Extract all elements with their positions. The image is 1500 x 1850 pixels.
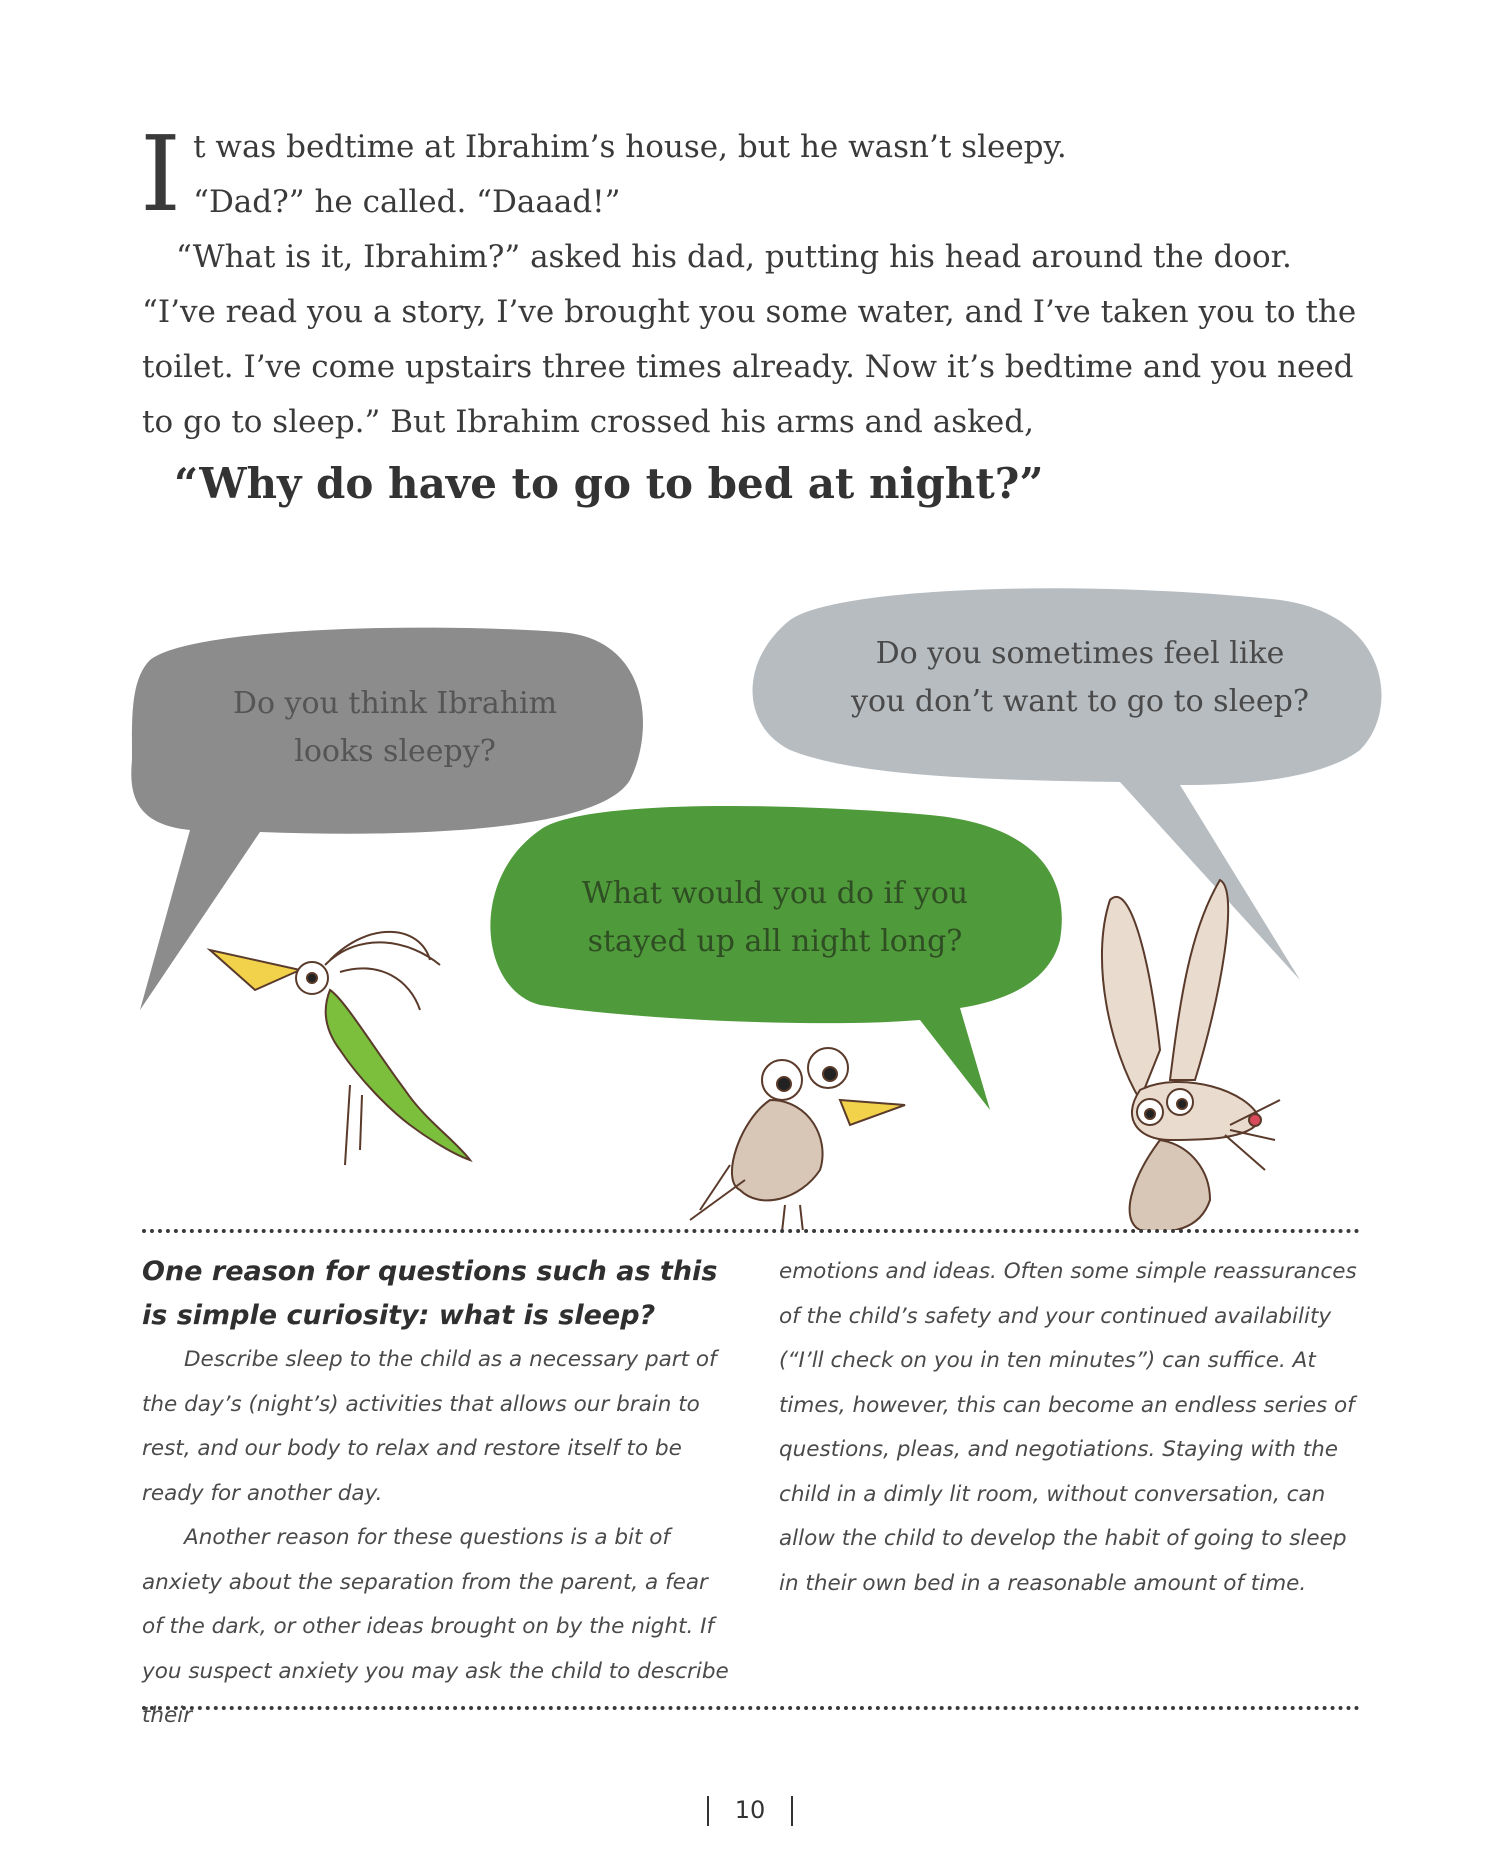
left-bubble-line-2: looks sleepy? [294,734,496,769]
drop-cap: I [140,113,182,235]
story-question: “Why do have to go to bed at night?” [174,459,1044,508]
notes-heading-line-1: One reason for questions such as this [142,1256,718,1287]
left-bubble-text [175,680,615,776]
notes-right-column [779,1250,1369,1606]
brown-bird-illustration [690,1048,905,1230]
notes-left-paragraph-2: Another reason for these questions is a bit of anxiety about the separation from the parent, a fear of the dark, or other ideas brought on by the night. If you suspect anxiety you may ask the child to describe their [142,1525,729,1728]
story-text [140,113,1372,514]
center-bubble-line-2: stayed up all night long? [587,924,963,959]
left-bubble-line-1: Do you think Ibrahim [232,686,558,721]
notes-left-paragraph-1: Describe sleep to the child as a necessary part of the day’s (night’s) activities that allows our brain to rest, and our body to relax and restore itself to be ready for another day. [142,1347,717,1506]
story-opening [140,113,1372,235]
page-number-value: 10 [734,1796,766,1824]
page-number-left-bar [707,1796,709,1826]
notes-heading-line-2: is simple curiosity: what is sleep? [142,1300,656,1331]
notes-left-column [142,1250,732,1739]
center-bubble-line-1: What would you do if you [581,876,969,911]
right-bubble-text [810,630,1350,726]
story-line-2: “Dad?” he called. “Daaad!” [193,184,621,220]
center-bubble-text [525,870,1025,966]
notes-right-paragraph: emotions and ideas. Often some simple reassurances of the child’s safety and your continued availability (“I’ll check on you in ten minutes”) can suffice. At times, however, this can become an endless series of questions, pleas, and negotiations. Staying with the child in a dimly lit room, without conversation, can allow the child to develop the habit of going to sleep in their own bed in a reasonable amount of time. [779,1259,1357,1596]
rabbit-illustration [1102,880,1280,1230]
story-line-1: t was bedtime at Ibrahim’s house, but he wasn’t sleepy. [193,129,1067,165]
right-bubble-line-1: Do you sometimes feel like [875,636,1285,671]
illustration [0,580,1500,1230]
page-number [0,1796,1500,1826]
story-paragraph: “What is it, Ibrahim?” asked his dad, putting his head around the door. “I’ve read you a story, I’ve brought you some water, and I’ve taken you to the toilet. I’ve come upstairs three times already. Now it’s bedtime and you need to go to sleep.” But Ibrahim crossed his arms and asked, [142,239,1357,440]
page-number-right-bar [791,1796,793,1826]
right-bubble-line-2: you don’t want to go to sleep? [851,684,1309,719]
top-dotted-divider [142,1229,1360,1233]
green-bird-illustration [210,932,470,1165]
